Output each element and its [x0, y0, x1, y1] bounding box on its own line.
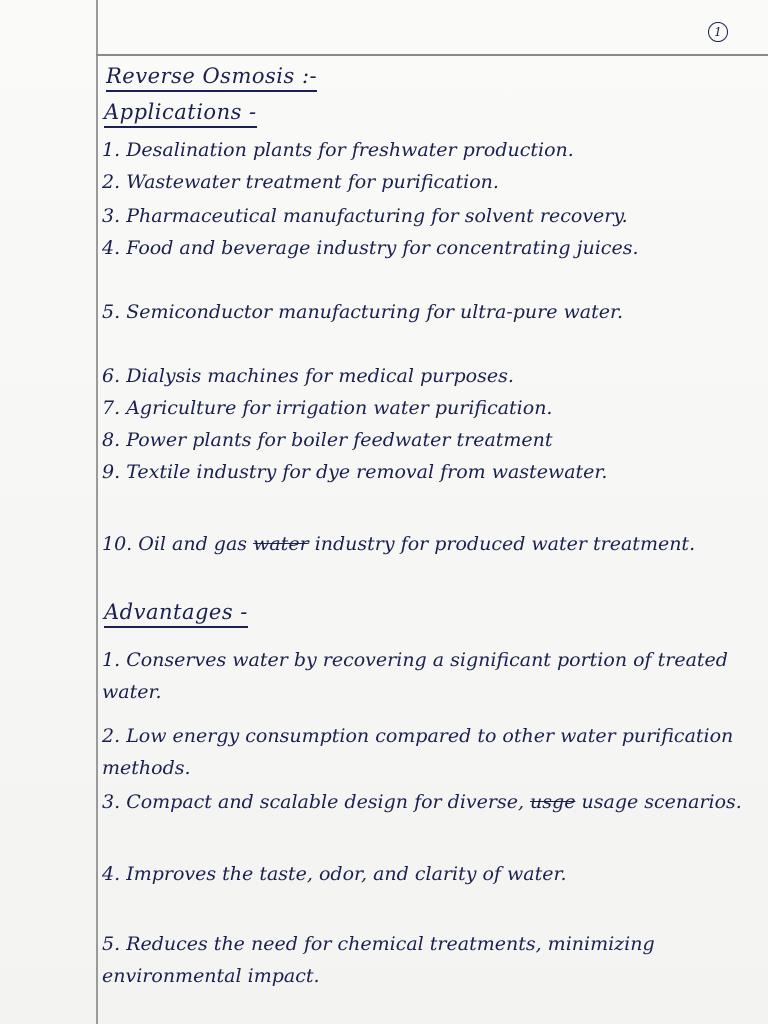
- struck-word: usge: [530, 791, 576, 813]
- list-item: [102, 644, 752, 708]
- page-number: 1: [708, 22, 728, 42]
- item-number: 1.: [102, 139, 121, 161]
- item-number: 2.: [102, 725, 121, 747]
- item-text: Oil and gas: [138, 533, 248, 555]
- list-item: [102, 296, 752, 328]
- item-number: 1.: [102, 649, 121, 671]
- list-item: [102, 166, 752, 198]
- item-text: usage scenarios.: [581, 791, 742, 813]
- item-text: Desalination plants for freshwater production.: [126, 139, 574, 161]
- item-text: Food and beverage industry for concentrating juices.: [126, 237, 639, 259]
- item-text: Low energy consumption compared to other water purification methods.: [102, 725, 734, 779]
- list-item: [102, 528, 752, 560]
- list-item: [102, 720, 752, 784]
- list-item: [102, 424, 752, 456]
- item-number: 10.: [102, 533, 133, 555]
- list-item: [102, 200, 752, 232]
- item-number: 5.: [102, 301, 121, 323]
- list-item: [102, 928, 752, 992]
- item-text: Wastewater treatment for purification.: [126, 171, 499, 193]
- margin-line: [96, 0, 98, 1024]
- item-number: 3.: [102, 205, 121, 227]
- list-item: [102, 786, 752, 818]
- item-text: Improves the taste, odor, and clarity of water.: [126, 863, 567, 885]
- item-number: 2.: [102, 171, 121, 193]
- item-number: 4.: [102, 863, 121, 885]
- page-title: Reverse Osmosis :-: [106, 64, 317, 92]
- applications-heading: Applications -: [104, 100, 257, 128]
- item-number: 3.: [102, 791, 121, 813]
- item-text: Power plants for boiler feedwater treatment: [126, 429, 553, 451]
- item-text: Agriculture for irrigation water purification.: [126, 397, 553, 419]
- list-item: [102, 456, 752, 488]
- header-rule: [96, 54, 768, 56]
- item-number: 8.: [102, 429, 121, 451]
- item-text: industry for produced water treatment.: [314, 533, 696, 555]
- item-number: 9.: [102, 461, 121, 483]
- list-item: [102, 392, 752, 424]
- item-text: Reduces the need for chemical treatments, minimizing environmental impact.: [102, 933, 655, 987]
- item-number: 6.: [102, 365, 121, 387]
- item-text: Dialysis machines for medical purposes.: [126, 365, 514, 387]
- list-item: [102, 232, 752, 264]
- advantages-heading: Advantages -: [104, 600, 248, 628]
- item-text: Semiconductor manufacturing for ultra-pure water.: [126, 301, 624, 323]
- item-text: Pharmaceutical manufacturing for solvent recovery.: [126, 205, 628, 227]
- item-text: Textile industry for dye removal from wastewater.: [126, 461, 608, 483]
- item-number: 7.: [102, 397, 121, 419]
- list-item: [102, 134, 752, 166]
- item-number: 5.: [102, 933, 121, 955]
- struck-word: water: [253, 533, 309, 555]
- item-text: Compact and scalable design for diverse,: [126, 791, 524, 813]
- list-item: [102, 360, 752, 392]
- item-number: 4.: [102, 237, 121, 259]
- item-text: Conserves water by recovering a significant portion of treated water.: [102, 649, 728, 703]
- list-item: [102, 858, 752, 890]
